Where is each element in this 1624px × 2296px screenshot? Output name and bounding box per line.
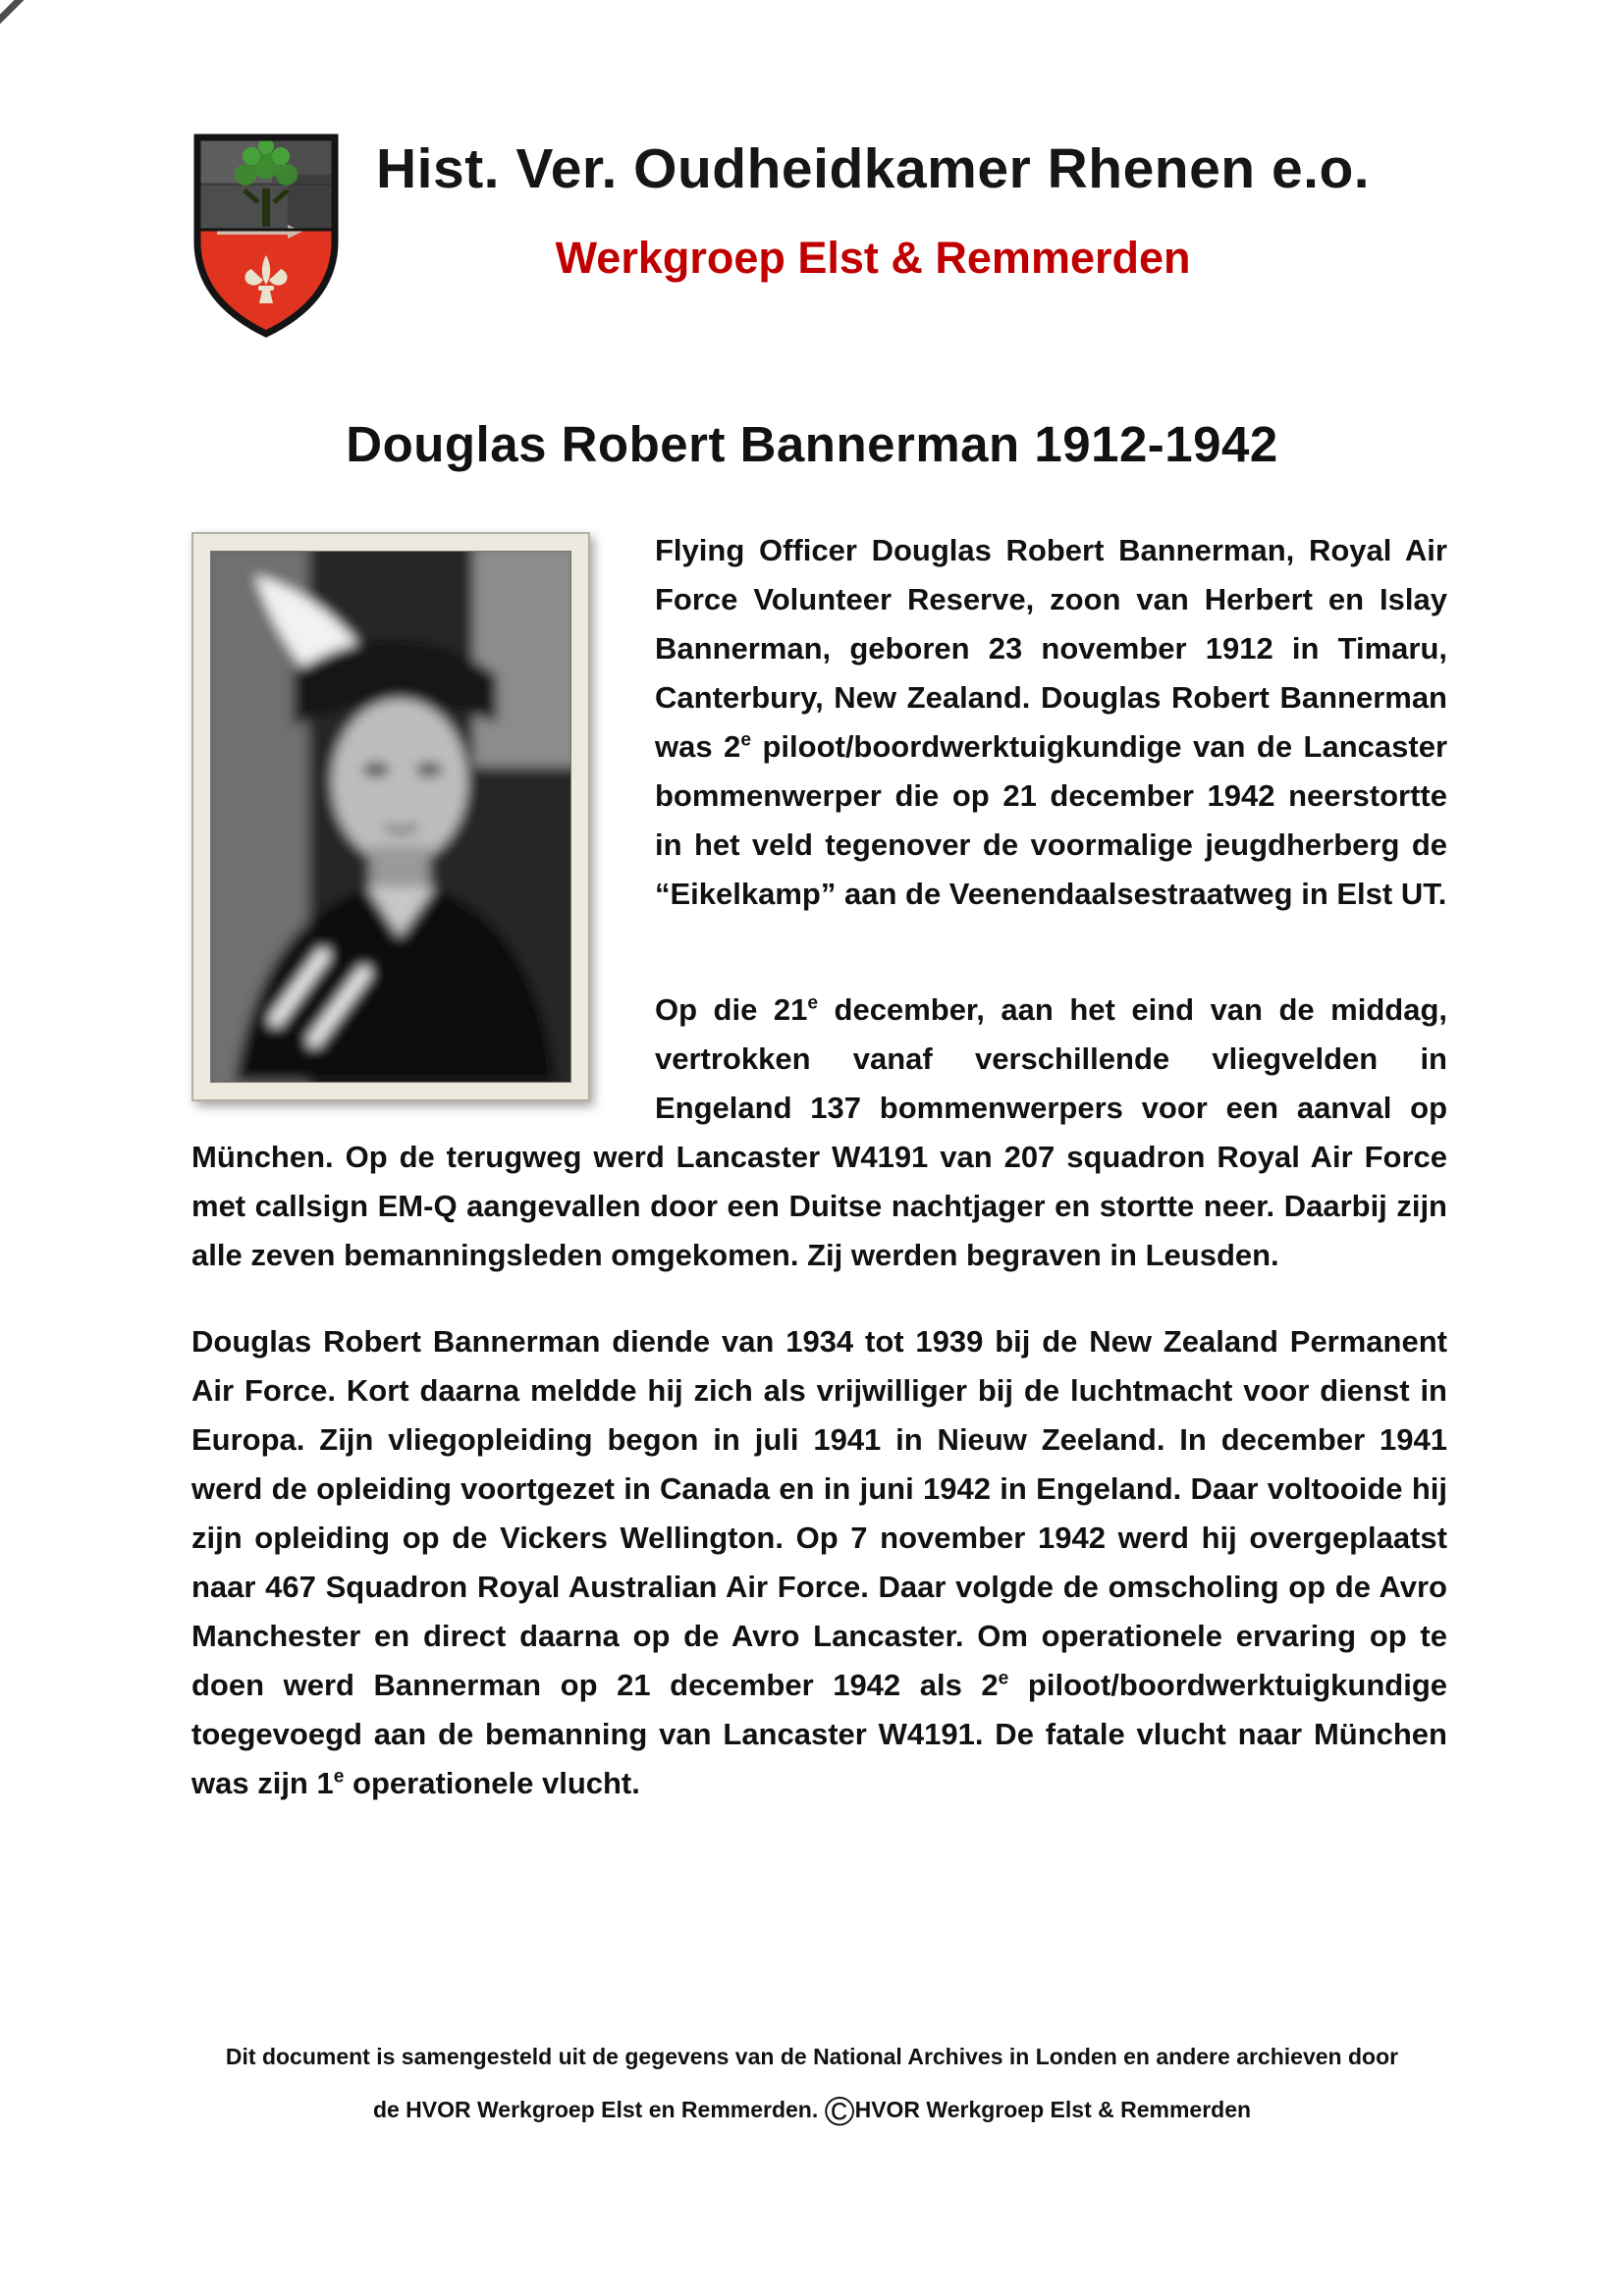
document-title: Douglas Robert Bannerman 1912-1942 bbox=[346, 416, 1278, 472]
footer-copyright-line: de HVOR Werkgroep Elst en Remmerden. ©HVOR Werkgroep Elst & Remmerden bbox=[372, 2088, 1252, 2134]
document-footer bbox=[0, 2034, 1624, 2132]
workgroup-name: Werkgroep Elst & Remmerden bbox=[555, 233, 1191, 283]
footer-source-note: Dit document is samengesteld uit de gegevens van de National Archives in Londen en andere archieven door bbox=[225, 2044, 1399, 2069]
portrait-photo-frame bbox=[191, 532, 590, 1101]
paragraph-biography-intro: Flying Officer Douglas Robert Bannerman, Royal Air Force Volunteer Reserve, zoon van Herbert en Islay Bannerman, geboren 23 november 1912 in Timaru, Canterbury, New Zealand. Douglas Robert Bannerman was 2e piloot/boordwerktuigkundige van de Lancaster bommenwerper die op 21 december 1942 neerstortte in het veld tegenover de voormalige jeugdherberg de “Eikelkamp” aan de Veenendaalsestraatweg in Elst UT. bbox=[655, 533, 1448, 911]
paragraph-service-history: Douglas Robert Bannerman diende van 1934 tot 1939 bij de New Zealand Permanent Air Force. Kort daarna meldde hij zich als vrijwilliger bij de luchtmacht voor dienst in Europa. Zijn vliegopleiding begon in juli 1941 in Nieuw Zeeland. In december 1941 werd de opleiding voortgezet in Canada en in juni 1942 in Engeland. Daar voltooide hij zijn opleiding op de Vickers Wellington. Op 7 november 1942 werd hij overgeplaatst naar 467 Squadron Royal Australian Air Force. Daar volgde de omscholing op de Avro Manchester en direct daarna op de Avro Lancaster. Om operationele ervaring op te doen werd Bannerman op 21 december 1942 als 2e piloot/boordwerktuigkundige toegevoegd aan de bemanning van Lancaster W4191. De fatale vlucht naar München was zijn 1e operationele vlucht. bbox=[191, 1324, 1447, 1800]
header-text-block bbox=[376, 131, 1370, 284]
coat-of-arms-logo bbox=[191, 131, 341, 341]
document-body bbox=[191, 526, 1447, 1845]
organization-name: Hist. Ver. Oudheidkamer Rhenen e.o. bbox=[376, 137, 1371, 200]
document-header bbox=[0, 0, 1624, 341]
paragraph-crash-account: Op die 21e december, aan het eind van de middag, vertrokken vanaf verschillende vliegvelden in Engeland 137 bommenwerpers voor een aanval op München. Op de terugweg werd Lancaster W4191 van 207 squadron Royal Air Force met callsign EM-Q aangevallen door een Duitse nachtjager en stortte neer. Daarbij zijn alle zeven bemanningsleden omgekomen. Zij werden begraven in Leusden. bbox=[191, 992, 1448, 1272]
portrait-photo-image bbox=[210, 551, 571, 1083]
coat-of-arms-icon bbox=[191, 131, 341, 341]
scan-artifact-mark bbox=[0, 0, 26, 24]
